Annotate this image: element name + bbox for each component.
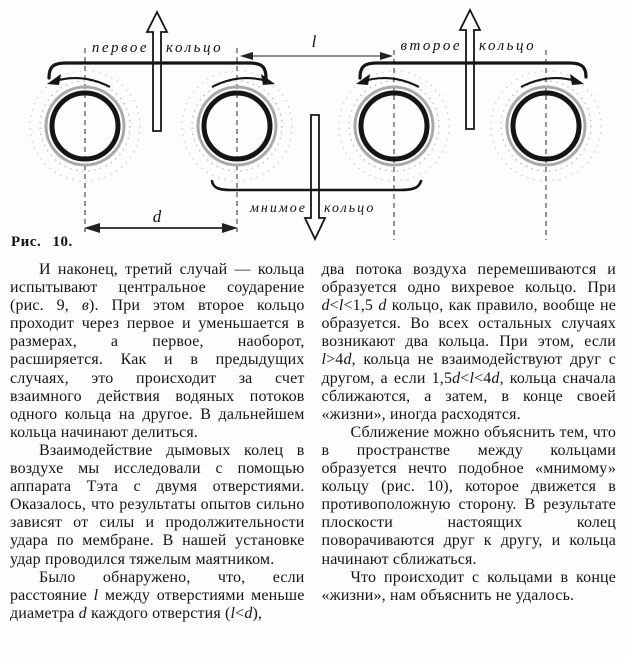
- text-run: , кольца сначала сближаются, а затем, в конце своей «жизни», иногда расходятся.: [321, 369, 616, 423]
- first-ring-label-word1: первое: [91, 40, 149, 56]
- left-column: [10, 261, 305, 623]
- figure-caption: Рис. 10.: [11, 234, 73, 250]
- text-run: , кольца не взаимодействуют друг с другом, а если 1,5: [321, 351, 616, 387]
- article-body: [0, 252, 625, 623]
- paragraph: [10, 569, 305, 623]
- text-run: Сближение можно объяснить тем, что в пространстве между кольцами образуется нечто подобное «мнимому» кольцу (рис. 10), которое движется в противоположную сторону. В результате плоскости настоящих колец поворачиваются друг к другу, и кольца начинают сближаться.: [321, 423, 616, 568]
- paragraph: [322, 261, 617, 424]
- rotation-arrows: [47, 74, 584, 87]
- variable: d: [378, 297, 387, 315]
- imaginary-ring-label-word1: мнимое: [249, 201, 307, 216]
- vortex-ring-diagram: [0, 0, 625, 252]
- text-run: Было обнаружено, что, если расстояние: [10, 568, 305, 604]
- variable: l: [230, 604, 236, 622]
- text-run: <: [329, 297, 339, 315]
- first-ring-up-arrow: [147, 12, 167, 131]
- text-run: ),: [252, 604, 263, 622]
- text-run: Что происходит с кольцами в конце «жизни», нам объяснить не удалось.: [321, 568, 616, 604]
- imaginary-ring-down-arrow: [305, 115, 325, 239]
- dim-l-label: l: [311, 32, 317, 51]
- first-ring-label-word2: кольцо: [166, 40, 224, 56]
- text-run: <1,5: [343, 297, 379, 315]
- text-run: И наконец, третий случай — кольца испытывают центральное соударение (рис. 9,: [10, 261, 305, 315]
- variable: d: [321, 297, 330, 315]
- variable: l: [338, 297, 344, 315]
- text-run: ). При этом второе кольцо проходит через первое и уменьшается в размерах, а первое, наоборот, расширяется. Как и в предыдущих случаях, это происходит за счет взаимного действия водяных потоков одного кольца на другое. В дальнейшем кольца начинают делиться.: [10, 297, 305, 441]
- paragraph: [322, 569, 617, 605]
- variable: d: [452, 369, 461, 387]
- right-column: [322, 261, 617, 623]
- text-run: <: [235, 604, 245, 622]
- imaginary-ring-label-word2: кольцо: [324, 201, 376, 216]
- text-run: Взаимодействие дымовых колец в воздухе мы исследовали с помощью аппарата Тэта с двумя отверстиями. Оказалось, что результаты опытов сильно зависят от силы и продолжительности удара по мембране. В нашей установке удар проводился тяжелым маятником.: [10, 441, 305, 568]
- variable: l: [469, 369, 475, 387]
- text-run: <: [460, 369, 470, 387]
- text-run: кольцо, как правило, вообще не образуется. Во всех остальных случаях возникают два кольца. При этом, если: [321, 297, 616, 351]
- paragraph: [322, 424, 617, 569]
- second-ring-label-word2: кольцо: [479, 38, 537, 54]
- text-run: >4: [326, 351, 344, 369]
- figure-10: [0, 0, 625, 252]
- text-run: два потока воздуха перемешиваются и образуется одно вихревое кольцо. При: [321, 261, 616, 297]
- variable: d: [343, 351, 352, 369]
- second-ring-label-word1: второе: [400, 38, 462, 54]
- variable: d: [78, 604, 87, 622]
- dim-d-label: d: [152, 207, 162, 226]
- text-run: каждого отверстия (: [86, 604, 231, 622]
- paragraph: [10, 261, 305, 442]
- variable: в: [81, 297, 89, 315]
- paragraph: [10, 442, 305, 569]
- variable: d: [491, 369, 500, 387]
- variable: d: [244, 604, 253, 622]
- second-ring-up-arrow: [460, 10, 480, 129]
- text-run: между отверстиями меньше диаметра: [10, 586, 305, 622]
- text-run: <4: [474, 369, 492, 387]
- variable: l: [93, 586, 99, 604]
- variable: l: [321, 351, 327, 369]
- dimension-l: [240, 52, 393, 60]
